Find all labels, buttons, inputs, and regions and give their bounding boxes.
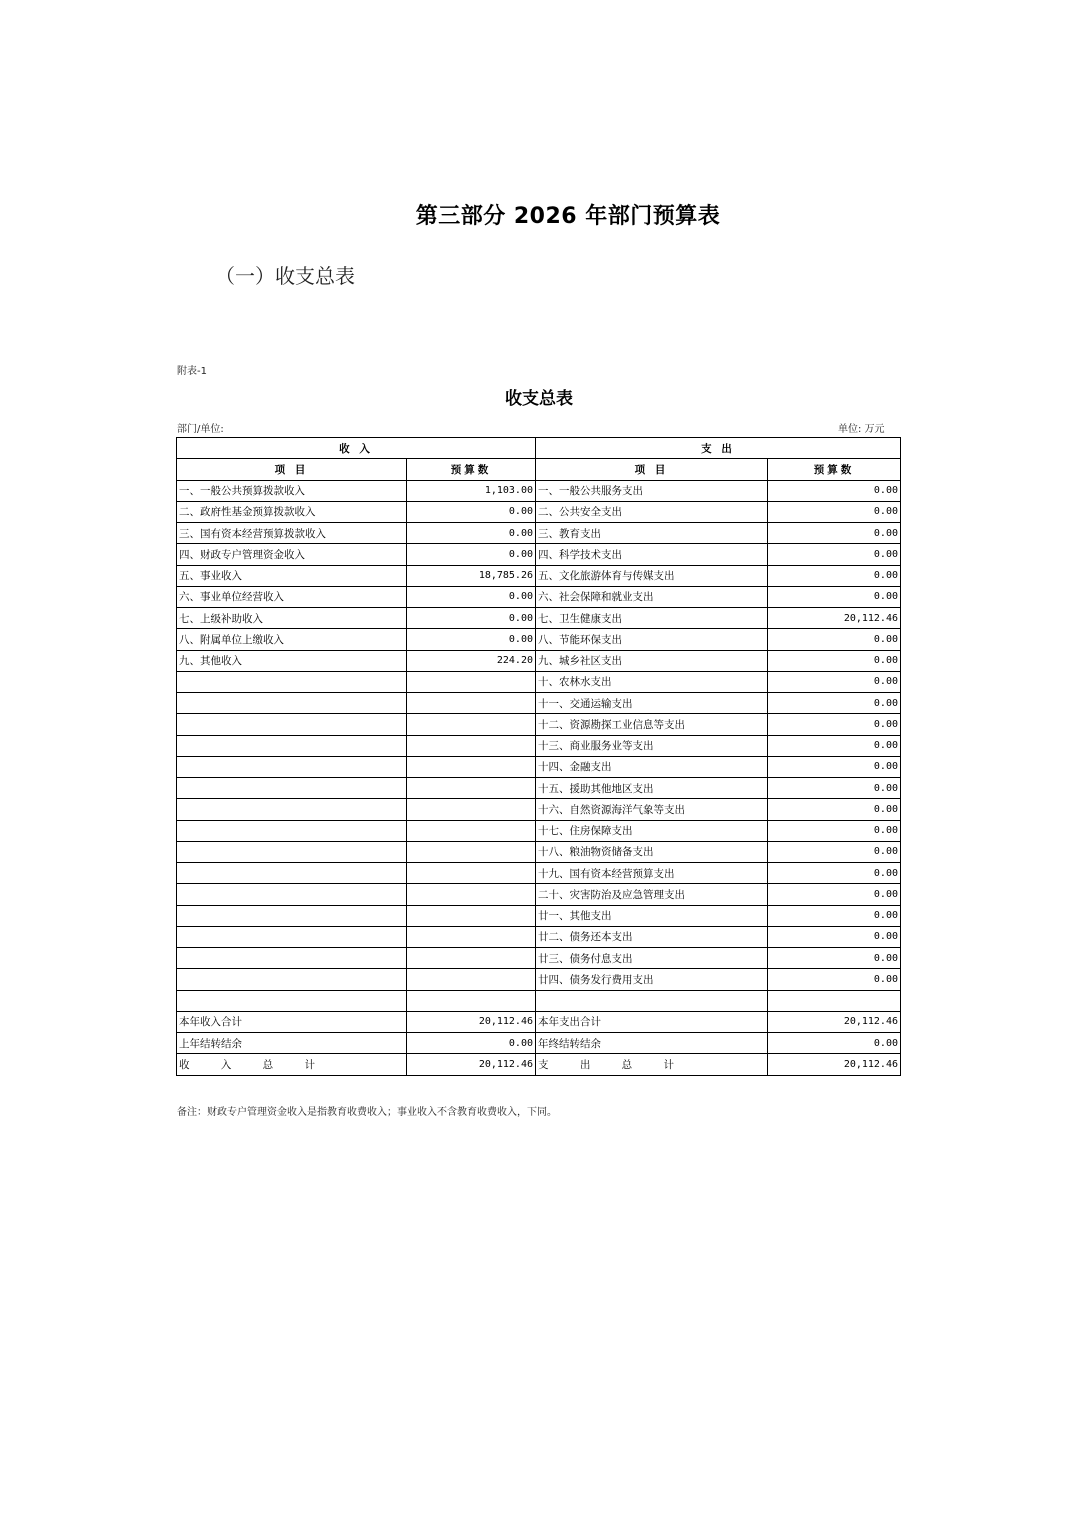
table-row (177, 969, 901, 990)
income-item-cell (177, 778, 407, 799)
income-amount-cell: 0.00 (407, 586, 536, 607)
table-row (177, 756, 901, 777)
expense-amount-header: 预算数 (768, 459, 901, 480)
income-total-label: 收 入 总 计 (177, 1054, 407, 1075)
section-title: （一）收支总表 (215, 264, 355, 288)
expense-amount-cell: 0.00 (768, 969, 901, 990)
income-amount-cell (407, 714, 536, 735)
table-row (177, 778, 901, 799)
expense-amount-cell: 0.00 (768, 671, 901, 692)
income-amount-cell (407, 926, 536, 947)
expense-item-cell: 廿三、债务付息支出 (536, 948, 768, 969)
income-amount-cell (407, 948, 536, 969)
expense-item-cell: 七、卫生健康支出 (536, 608, 768, 629)
expense-amount-cell: 0.00 (768, 693, 901, 714)
expense-item-cell: 八、节能环保支出 (536, 629, 768, 650)
income-amount-cell (407, 756, 536, 777)
income-amount-cell (407, 969, 536, 990)
expense-amount-cell: 0.00 (768, 948, 901, 969)
expense-total-amount: 20,112.46 (768, 1054, 901, 1075)
income-amount-cell: 1,103.00 (407, 480, 536, 501)
expense-item-cell: 廿二、债务还本支出 (536, 926, 768, 947)
expense-item-cell: 十七、住房保障支出 (536, 820, 768, 841)
table-row (177, 926, 901, 947)
expense-amount-cell: 0.00 (768, 650, 901, 671)
expense-item-cell (536, 990, 768, 1011)
income-item-cell (177, 841, 407, 862)
table-row (177, 948, 901, 969)
part-title: 第三部分 2026 年部门预算表 (415, 204, 721, 229)
income-item-cell: 四、财政专户管理资金收入 (177, 544, 407, 565)
income-item-cell (177, 693, 407, 714)
expense-amount-cell: 0.00 (768, 926, 901, 947)
table-row (177, 1011, 901, 1032)
expense-amount-cell: 0.00 (768, 841, 901, 862)
expense-amount-cell: 0.00 (768, 863, 901, 884)
expense-item-cell: 十五、援助其他地区支出 (536, 778, 768, 799)
income-item-cell (177, 714, 407, 735)
table-subheader-row (177, 459, 901, 480)
income-amount-cell (407, 863, 536, 884)
income-amount-cell: 20,112.46 (407, 1011, 536, 1032)
table-row (177, 1033, 901, 1054)
income-amount-cell: 18,785.26 (407, 565, 536, 586)
income-total-amount: 20,112.46 (407, 1054, 536, 1075)
income-amount-cell (407, 884, 536, 905)
expense-amount-cell: 0.00 (768, 820, 901, 841)
department-label: 部门/单位: (177, 424, 224, 435)
expense-item-cell: 十四、金融支出 (536, 756, 768, 777)
income-item-cell: 一、一般公共预算拨款收入 (177, 480, 407, 501)
table-row (177, 671, 901, 692)
expense-amount-cell: 20,112.46 (768, 608, 901, 629)
income-item-cell (177, 799, 407, 820)
expense-amount-cell: 0.00 (768, 756, 901, 777)
income-item-cell (177, 948, 407, 969)
expense-item-cell: 十、农林水支出 (536, 671, 768, 692)
table-row (177, 735, 901, 756)
table-row (177, 565, 901, 586)
expense-item-cell: 一、一般公共服务支出 (536, 480, 768, 501)
expense-item-cell: 年终结转结余 (536, 1033, 768, 1054)
expense-amount-cell: 0.00 (768, 586, 901, 607)
income-item-cell (177, 905, 407, 926)
expense-amount-cell: 20,112.46 (768, 1011, 901, 1032)
expense-item-cell: 十九、国有资本经营预算支出 (536, 863, 768, 884)
income-amount-cell (407, 820, 536, 841)
income-item-cell (177, 990, 407, 1011)
expense-item-cell: 三、教育支出 (536, 523, 768, 544)
table-title: 收支总表 (505, 389, 573, 409)
income-amount-cell (407, 778, 536, 799)
expense-amount-cell: 0.00 (768, 523, 901, 544)
income-item-cell: 二、政府性基金预算拨款收入 (177, 501, 407, 522)
income-item-cell (177, 735, 407, 756)
income-amount-header: 预算数 (407, 459, 536, 480)
budget-table (176, 437, 901, 1076)
income-item-cell (177, 926, 407, 947)
income-item-cell (177, 969, 407, 990)
income-amount-cell (407, 735, 536, 756)
income-item-cell (177, 863, 407, 884)
expense-amount-cell (768, 990, 901, 1011)
expense-amount-cell: 0.00 (768, 884, 901, 905)
expense-item-header: 项 目 (536, 459, 768, 480)
income-amount-cell (407, 905, 536, 926)
table-row (177, 586, 901, 607)
expense-item-cell: 廿一、其他支出 (536, 905, 768, 926)
expense-amount-cell: 0.00 (768, 735, 901, 756)
expense-amount-cell: 0.00 (768, 1033, 901, 1054)
income-item-cell: 六、事业单位经营收入 (177, 586, 407, 607)
income-item-cell: 九、其他收入 (177, 650, 407, 671)
income-amount-cell (407, 990, 536, 1011)
expense-amount-cell: 0.00 (768, 799, 901, 820)
expense-item-cell: 十二、资源勘探工业信息等支出 (536, 714, 768, 735)
table-row (177, 863, 901, 884)
income-item-cell: 本年收入合计 (177, 1011, 407, 1032)
expense-item-cell: 本年支出合计 (536, 1011, 768, 1032)
expense-item-cell: 廿四、债务发行费用支出 (536, 969, 768, 990)
income-amount-cell: 224.20 (407, 650, 536, 671)
income-item-cell (177, 884, 407, 905)
income-amount-cell: 0.00 (407, 501, 536, 522)
table-row (177, 480, 901, 501)
total-row (177, 1054, 901, 1075)
expense-item-cell: 十六、自然资源海洋气象等支出 (536, 799, 768, 820)
expense-amount-cell: 0.00 (768, 629, 901, 650)
income-amount-cell: 0.00 (407, 629, 536, 650)
table-row (177, 501, 901, 522)
table-row (177, 714, 901, 735)
expense-item-cell: 九、城乡社区支出 (536, 650, 768, 671)
table-row (177, 990, 901, 1011)
income-header: 收 入 (177, 438, 536, 459)
income-item-cell: 五、事业收入 (177, 565, 407, 586)
table-row (177, 523, 901, 544)
expense-item-cell: 四、科学技术支出 (536, 544, 768, 565)
expense-item-cell: 六、社会保障和就业支出 (536, 586, 768, 607)
income-amount-cell: 0.00 (407, 523, 536, 544)
expense-item-cell: 二、公共安全支出 (536, 501, 768, 522)
expense-item-cell: 十一、交通运输支出 (536, 693, 768, 714)
annex-label: 附表-1 (177, 366, 207, 377)
table-row (177, 884, 901, 905)
income-item-cell: 七、上级补助收入 (177, 608, 407, 629)
income-amount-cell (407, 671, 536, 692)
expense-amount-cell: 0.00 (768, 544, 901, 565)
table-row (177, 544, 901, 565)
expense-header: 支 出 (536, 438, 901, 459)
table-row (177, 650, 901, 671)
income-item-cell: 上年结转结余 (177, 1033, 407, 1054)
expense-item-cell: 十三、商业服务业等支出 (536, 735, 768, 756)
income-item-cell (177, 756, 407, 777)
table-header-row (177, 438, 901, 459)
table-row (177, 608, 901, 629)
expense-amount-cell: 0.00 (768, 501, 901, 522)
income-item-header: 项 目 (177, 459, 407, 480)
table-row (177, 905, 901, 926)
table-row (177, 820, 901, 841)
expense-amount-cell: 0.00 (768, 905, 901, 926)
footnote: 备注：财政专户管理资金收入是指教育收费收入；事业收入不含教育收费收入，下同。 (177, 1107, 557, 1118)
expense-item-cell: 十八、粮油物资储备支出 (536, 841, 768, 862)
income-item-cell: 八、附属单位上缴收入 (177, 629, 407, 650)
income-amount-cell: 0.00 (407, 608, 536, 629)
table-row (177, 693, 901, 714)
expense-total-label: 支 出 总 计 (536, 1054, 768, 1075)
table-row (177, 841, 901, 862)
income-amount-cell (407, 693, 536, 714)
table-row (177, 629, 901, 650)
expense-amount-cell: 0.00 (768, 565, 901, 586)
expense-amount-cell: 0.00 (768, 480, 901, 501)
income-amount-cell (407, 799, 536, 820)
unit-label: 单位: 万元 (838, 424, 885, 435)
expense-item-cell: 二十、灾害防治及应急管理支出 (536, 884, 768, 905)
table-row (177, 799, 901, 820)
income-item-cell: 三、国有资本经营预算拨款收入 (177, 523, 407, 544)
income-amount-cell: 0.00 (407, 1033, 536, 1054)
income-item-cell (177, 820, 407, 841)
expense-amount-cell: 0.00 (768, 778, 901, 799)
expense-item-cell: 五、文化旅游体育与传媒支出 (536, 565, 768, 586)
expense-amount-cell: 0.00 (768, 714, 901, 735)
income-amount-cell: 0.00 (407, 544, 536, 565)
income-item-cell (177, 671, 407, 692)
income-amount-cell (407, 841, 536, 862)
